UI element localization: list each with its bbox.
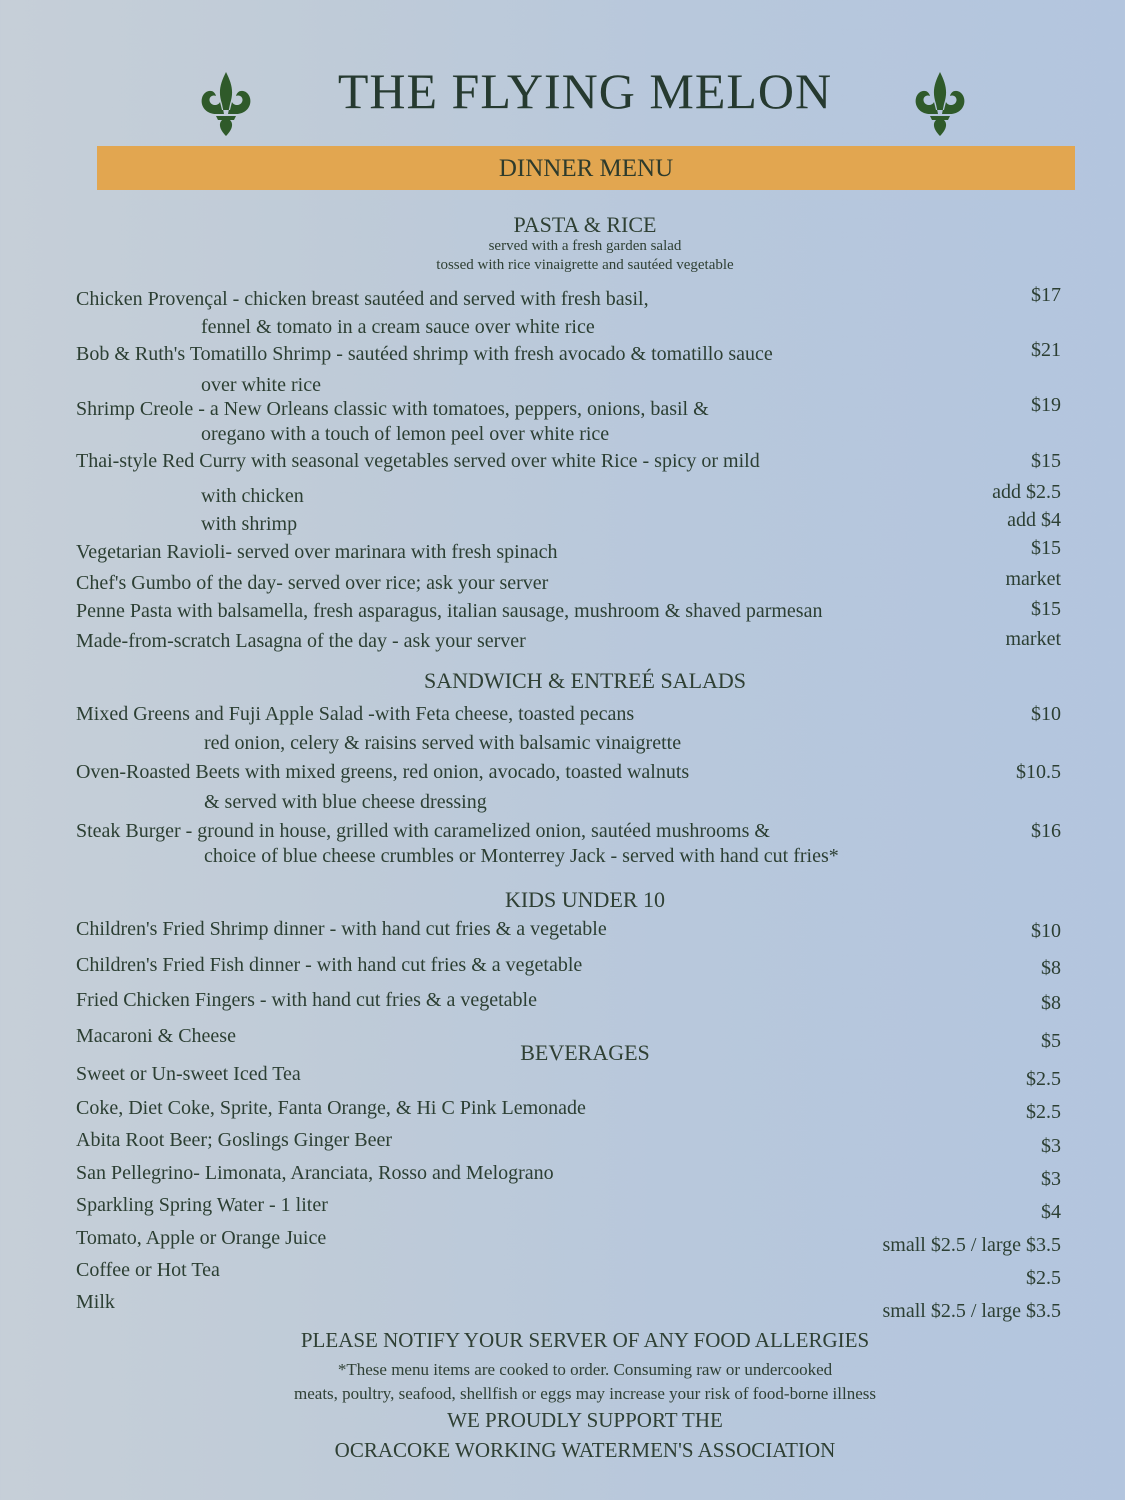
pasta-subtitle-1: served with a fresh garden salad — [488, 238, 682, 254]
dinner-menu-band — [97, 146, 1075, 190]
band-label: DINNER MENU — [498, 155, 674, 182]
section-title-kids: KIDS UNDER 10 — [504, 887, 666, 912]
allergy-notice: PLEASE NOTIFY YOUR SERVER OF ANY FOOD ALLERGIES — [300, 1328, 870, 1352]
warning-line-2: meats, poultry, seafood, shellfish or eggs may increase your risk of food-borne illness — [294, 1384, 876, 1403]
section-title-pasta: PASTA & RICE — [513, 212, 657, 237]
section-title-salads: SANDWICH & ENTREÉ SALADS — [423, 668, 747, 693]
section-title-beverages: BEVERAGES — [520, 1040, 650, 1065]
restaurant-title: THE FLYING MELON — [337, 63, 833, 119]
warning-line-1: *These menu items are cooked to order. Consuming raw or undercooked — [337, 1360, 833, 1379]
pasta-subtitle-2: tossed with rice vinaigrette and sautéed vegetable — [436, 257, 734, 273]
support-line-1: WE PROUDLY SUPPORT THE — [447, 1408, 723, 1432]
support-line-2: OCRACOKE WORKING WATERMEN'S ASSOCIATION — [334, 1438, 836, 1462]
